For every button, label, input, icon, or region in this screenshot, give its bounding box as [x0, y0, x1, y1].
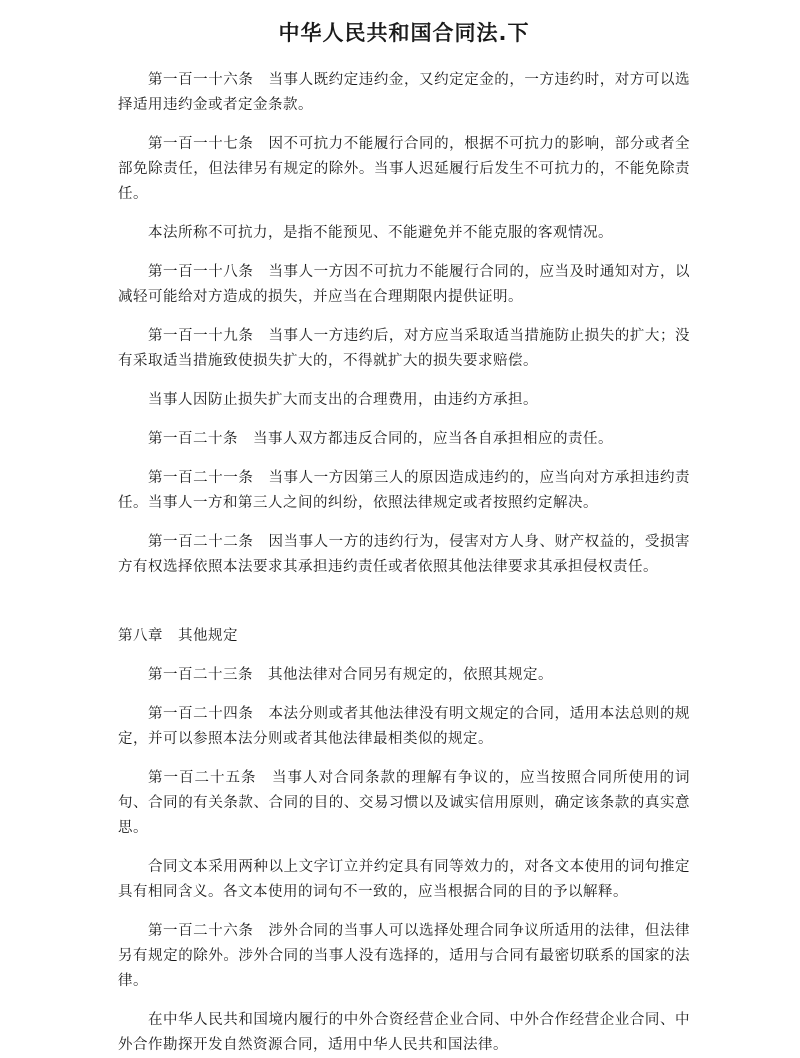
- paragraph-article-119: 第一百一十九条 当事人一方违约后，对方应当采取适当措施防止损失的扩大；没有采取适当措施致使损失扩大的，不得就扩大的损失要求赔偿。: [118, 328, 690, 369]
- paragraph-force-majeure-definition: 本法所称不可抗力，是指不能预见、不能避免并不能克服的客观情况。: [148, 225, 613, 241]
- paragraph-article-116: 第一百一十六条 当事人既约定违约金，又约定定金的，一方违约时，对方可以选择适用违约金或者定金条款。: [118, 72, 690, 113]
- paragraph-article-118: 第一百一十八条 当事人一方因不可抗力不能履行合同的，应当及时通知对方，以减轻可能给对方造成的损失，并应当在合理期限内提供证明。: [118, 264, 690, 305]
- paragraph-article-120: 第一百二十条 当事人双方都违反合同的，应当各自承担相应的责任。: [148, 431, 613, 447]
- paragraph-article-126: 第一百二十六条 涉外合同的当事人可以选择处理合同争议所适用的法律，但法律另有规定的除外。涉外合同的当事人没有选择的，适用与合同有最密切联系的国家的法律。: [118, 923, 690, 989]
- paragraph-article-123: 第一百二十三条 其他法律对合同另有规定的，依照其规定。: [148, 667, 553, 683]
- paragraph-article-117: 第一百一十七条 因不可抗力不能履行合同的，根据不可抗力的影响，部分或者全部免除责任，但法律另有规定的除外。当事人迟延履行后发生不可抗力的，不能免除责任。: [118, 136, 690, 202]
- paragraph-article-122: 第一百二十二条 因当事人一方的违约行为，侵害对方人身、财产权益的，受损害方有权选择依照本法要求其承担违约责任或者依照其他法律要求其承担侵权责任。: [118, 534, 690, 575]
- paragraph-article-125-multilingual: 合同文本采用两种以上文字订立并约定具有同等效力的，对各文本使用的词句推定具有相同含义。各文本使用的词句不一致的，应当根据合同的目的予以解释。: [118, 859, 690, 900]
- paragraph-article-126-domestic: 在中华人民共和国境内履行的中外合资经营企业合同、中外合作经营企业合同、中外合作勘探开发自然资源合同，适用中华人民共和国法律。: [118, 1012, 690, 1053]
- document-title: 中华人民共和国合同法.下: [278, 21, 530, 45]
- paragraph-article-119-costs: 当事人因防止损失扩大而支出的合理费用，由违约方承担。: [148, 392, 538, 408]
- paragraph-article-125: 第一百二十五条 当事人对合同条款的理解有争议的，应当按照合同所使用的词句、合同的有关条款、合同的目的、交易习惯以及诚实信用原则，确定该条款的真实意思。: [118, 770, 690, 836]
- chapter-heading: 第八章 其他规定: [118, 628, 238, 644]
- paragraph-article-121: 第一百二十一条 当事人一方因第三人的原因造成违约的，应当向对方承担违约责任。当事人一方和第三人之间的纠纷，依照法律规定或者按照约定解决。: [118, 470, 690, 511]
- paragraph-article-124: 第一百二十四条 本法分则或者其他法律没有明文规定的合同，适用本法总则的规定，并可以参照本法分则或者其他法律最相类似的规定。: [118, 706, 690, 747]
